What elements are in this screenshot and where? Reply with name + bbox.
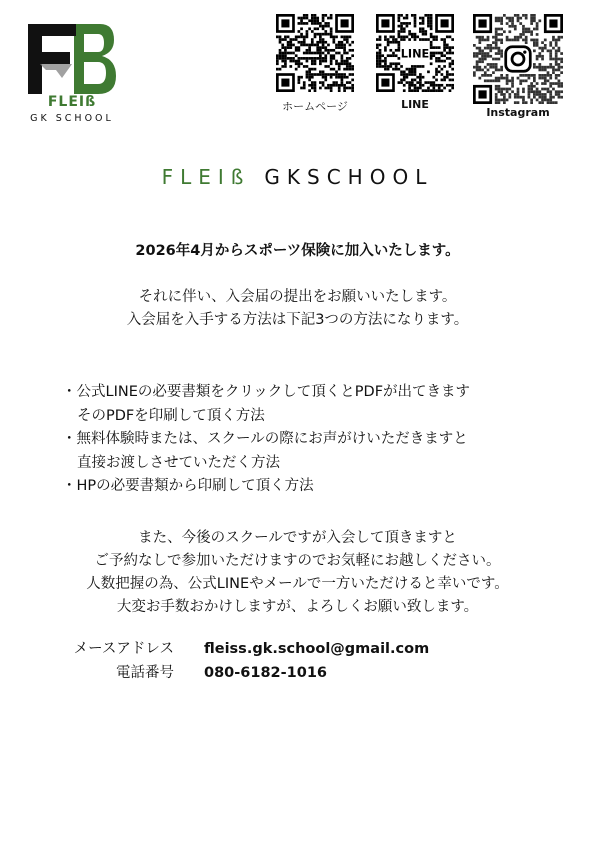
closing-line-1: また、今後のスクールですが入会して頂きますと xyxy=(138,530,457,546)
school-banner xyxy=(0,165,595,189)
line-overlay-label: LINE xyxy=(400,47,430,61)
phone-label: 電話番号 xyxy=(116,665,174,681)
qr-homepage[interactable] xyxy=(266,14,364,114)
phone-number[interactable]: 080-6182-1016 xyxy=(204,665,328,681)
logo-name: FLEIß xyxy=(47,94,97,110)
email-label: メースアドレス xyxy=(73,641,174,657)
logo-mark-icon xyxy=(22,18,118,102)
email-address[interactable]: fleiss.gk.school@gmail.com xyxy=(204,641,430,657)
banner-brand: FLEIß xyxy=(161,165,251,189)
closing-line-3: 人数把握の為、公式LINEやメールで一方いただけると幸いです。 xyxy=(86,576,509,592)
banner-school: GKSCHOOL xyxy=(264,165,434,189)
closing-line-4: 大変お手数おかけしますが、よろしくお願い致します。 xyxy=(116,599,479,615)
qr-code-homepage-icon xyxy=(276,14,354,92)
qr-caption-instagram: Instagram xyxy=(486,106,550,119)
intro-line-3: 入会届を入手する方法は下記3つの方法になります。 xyxy=(126,312,469,328)
qr-line[interactable] xyxy=(370,14,460,111)
logo-subtitle: GK SCHOOL xyxy=(30,113,114,124)
qr-code-line-icon xyxy=(376,14,454,92)
contact-info xyxy=(44,637,429,685)
intro-line-1: 2026年4月からスポーツ保険に加入いたします。 xyxy=(135,243,460,259)
methods-list xyxy=(62,381,470,499)
closing-line-2: ご予約なしで参加いただけますのでお気軽にお越しください。 xyxy=(94,553,501,569)
list-item-continued: 直接お渡しさせていただく方法 xyxy=(77,454,280,471)
list-item: ・HPの必要書類から印刷して頂く方法 xyxy=(62,478,314,494)
intro-line-2: それに伴い、入会届の提出をお願いいたします。 xyxy=(138,289,457,305)
list-item: ・公式LINEの必要書類をクリックして頂くとPDFが出てきます xyxy=(62,384,471,400)
list-item-continued: そのPDFを印刷して頂く方法 xyxy=(77,407,265,424)
logo xyxy=(12,14,122,126)
qr-caption-homepage: ホームページ xyxy=(282,100,348,113)
qr-caption-line: LINE xyxy=(401,98,429,111)
qr-instagram[interactable] xyxy=(466,14,570,119)
qr-code-instagram-icon xyxy=(473,14,563,104)
list-item: ・無料体験時または、スクールの際にお声がけいただきますと xyxy=(62,431,468,447)
